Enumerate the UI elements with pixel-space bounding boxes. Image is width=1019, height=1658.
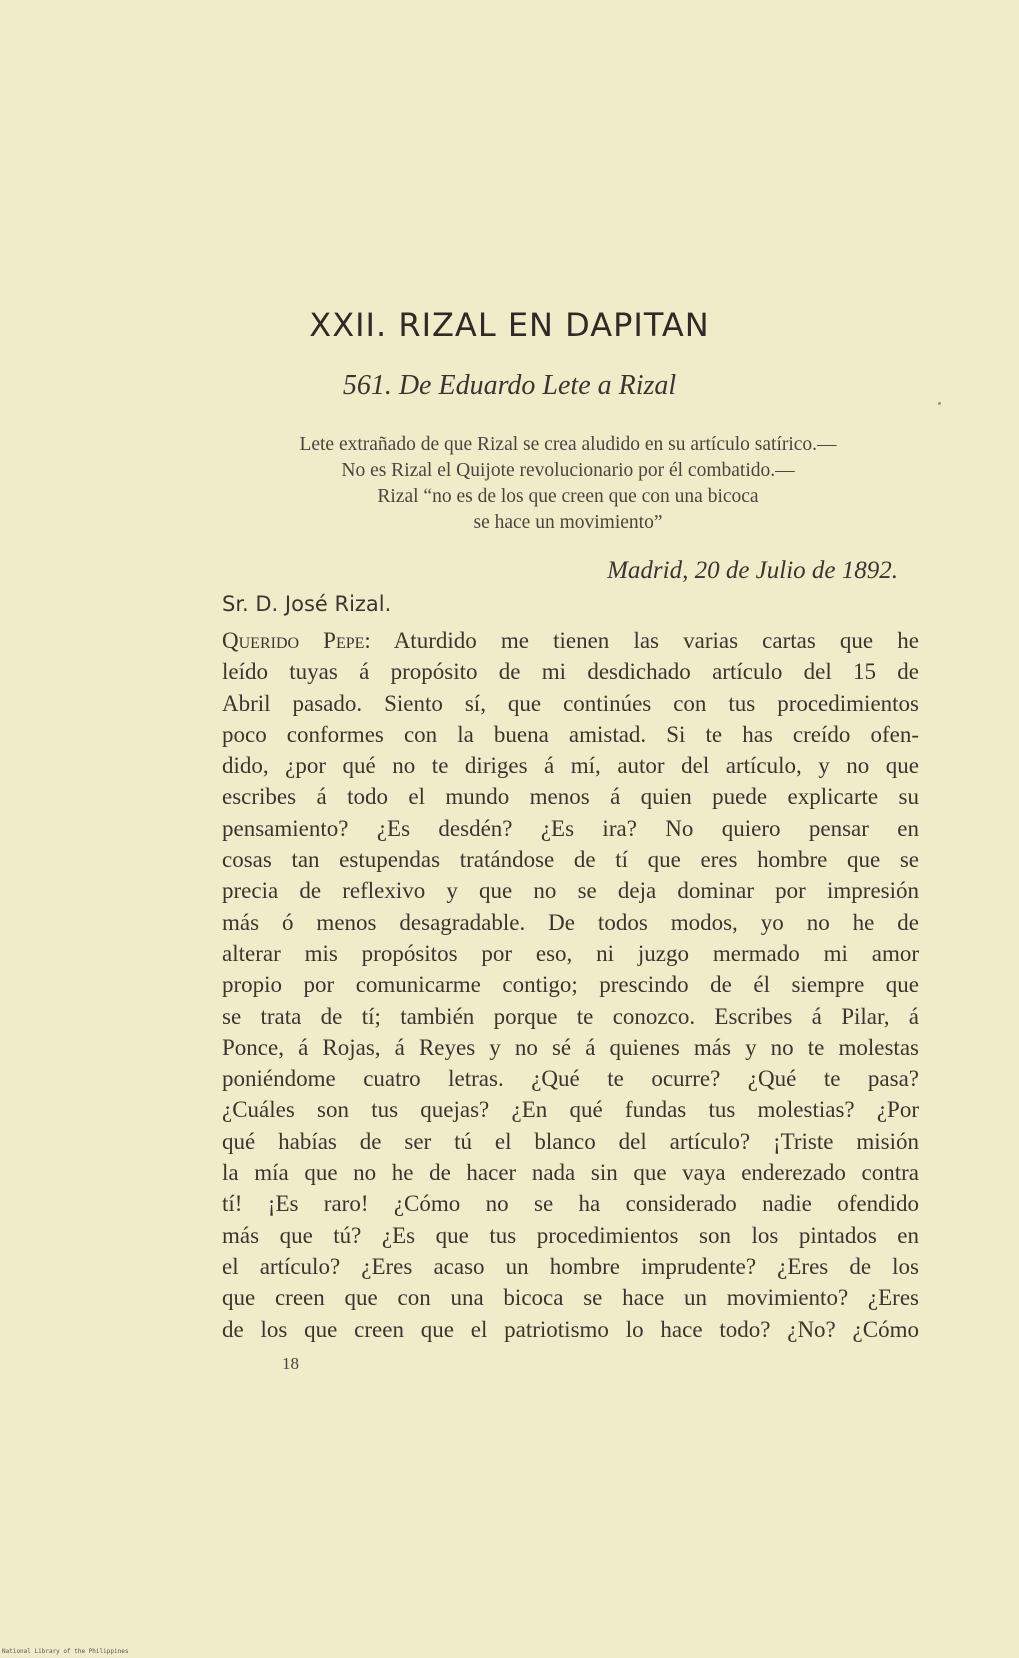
body-line: alterar mis propósitos por eso, ni juzgo mermado mi amor: [222, 940, 919, 966]
body-line: se trata de tí; también porque te conozco. Escribes á Pilar, á: [222, 1003, 919, 1029]
summary-line: Rizal “no es de los que creen que con una bicoca: [377, 486, 759, 507]
chapter-title: XXII. RIZAL EN DAPITAN: [309, 306, 710, 344]
body-line: leído tuyas á propósito de mi desdichado artículo del 15 de: [222, 659, 919, 685]
letter-summary: [218, 432, 918, 536]
body-line: tí! ¡Es raro! ¿Cómo no se ha considerado nadie ofendido: [222, 1191, 919, 1217]
greeting: Querido Pepe:: [222, 628, 371, 653]
body-line: más ó menos desagradable. De todos modos, yo no he de: [222, 909, 919, 935]
footer-credit: National Library of the Philippines: [2, 1648, 129, 1655]
summary-line: se hace un movimiento”: [473, 512, 663, 533]
body-line: de los que creen que el patriotismo lo hace todo? ¿No? ¿Cómo: [222, 1316, 919, 1342]
body-line: cosas tan estupendas tratándose de tí que eres hombre que se: [222, 847, 919, 873]
body-line: qué habías de ser tú el blanco del artículo? ¡Triste misión: [222, 1128, 919, 1154]
body-line: propio por comunicarme contigo; prescindo de él siempre que: [222, 972, 919, 998]
body-line: que creen que con una bicoca se hace un movimiento? ¿Eres: [222, 1285, 919, 1311]
paper-speck: [938, 402, 941, 405]
body-line: ¿Cuáles son tus quejas? ¿En qué fundas tus molestias? ¿Por: [222, 1097, 919, 1123]
body-line: la mía que no he de hacer nada sin que vaya enderezado contra: [222, 1160, 919, 1186]
page-number: 18: [282, 1354, 299, 1373]
body-line: Ponce, á Rojas, á Reyes y no sé á quienes más y no te molestas: [222, 1034, 919, 1060]
letter-heading: 561. De Eduardo Lete a Rizal: [342, 370, 677, 401]
body-line: pensamiento? ¿Es desdén? ¿Es ira? No quiero pensar en: [222, 815, 919, 841]
body-line: poco conformes con la buena amistad. Si te has creído ofen-: [222, 721, 919, 747]
summary-line: No es Rizal el Quijote revolucionario por él combatido.—: [341, 460, 795, 481]
body-line: Querido Pepe: Aturdido me tienen las varias cartas que he: [222, 628, 919, 653]
summary-line: Lete extrañado de que Rizal se crea aludido en su artículo satírico.—: [299, 434, 837, 455]
body-line: escribes á todo el mundo menos á quien puede explicarte su: [222, 784, 919, 810]
body-line: el artículo? ¿Eres acaso un hombre imprudente? ¿Eres de los: [222, 1253, 919, 1279]
body-line: dido, ¿por qué no te diriges á mí, autor del artículo, y no que: [222, 753, 919, 779]
body-line: más que tú? ¿Es que tus procedimientos son los pintados en: [222, 1222, 919, 1248]
body-line: Abril pasado. Siento sí, que continúes con tus procedimientos: [222, 690, 919, 716]
salutation: Sr. D. José Rizal.: [222, 592, 392, 616]
body-line: precia de reflexivo y que no se deja dominar por impresión: [222, 878, 919, 904]
body-line: poniéndome cuatro letras. ¿Qué te ocurre? ¿Qué te pasa?: [222, 1066, 919, 1092]
letter-body: [222, 625, 919, 1345]
dateline: Madrid, 20 de Julio de 1892.: [607, 557, 898, 584]
